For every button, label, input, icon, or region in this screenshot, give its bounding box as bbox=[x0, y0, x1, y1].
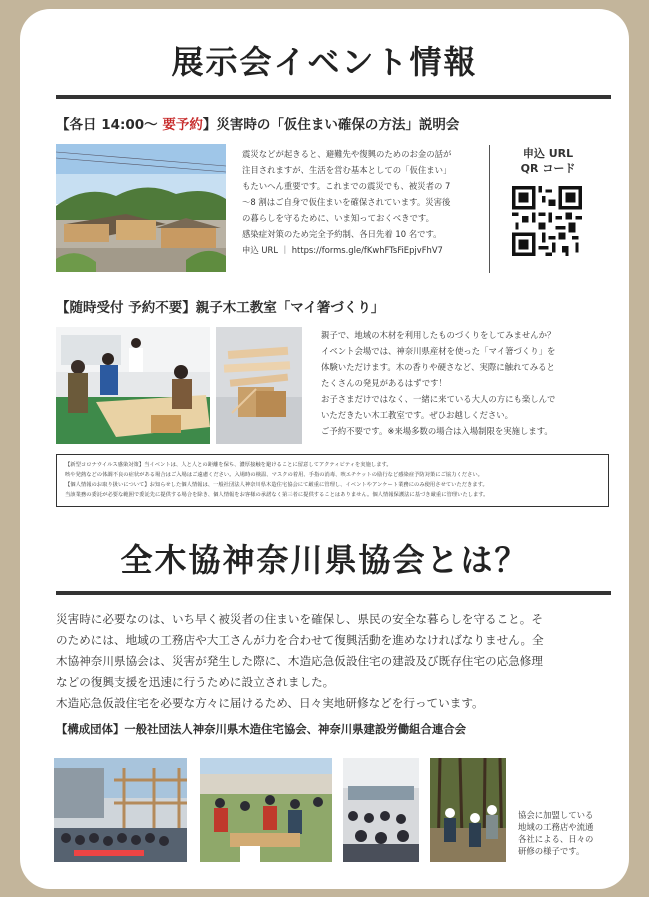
event1-reservation-required: 要予約 bbox=[162, 117, 203, 133]
event2-line: イベント会場では、神奈川県産材を使った「マイ箸づくり」を bbox=[321, 346, 556, 356]
about-line: 木協神奈川県協会は、災害が発生した際に、木造応急仮設住宅の建設及び既存住宅の応急修理 bbox=[56, 654, 543, 668]
event2-line: 体験いただけます。木の香りや硬さなど、実際に触れてみると bbox=[321, 362, 555, 372]
notice-line: 咳や発熱などの体調不良の症状がある場合はご入場はご遠慮ください。入場時の検温、マスクの着用、手指の消毒、咳エチケットの励行など感染症予防対策にご協力ください。 bbox=[65, 472, 483, 478]
notice-line: 【新型コロナウイルス感染対策】当イベントは、人と人との距離を保ち、濃厚接触を避けることに留意してアクティビティを実施します。 bbox=[65, 462, 392, 468]
temporary-housing-photo bbox=[56, 144, 226, 272]
about-title: 全木協神奈川県協会とは？ bbox=[120, 541, 529, 579]
event1-heading-prefix: 【各日 14:00〜 bbox=[56, 117, 163, 133]
training-photo-1 bbox=[54, 758, 187, 862]
caption-line: 各社による、日々の bbox=[518, 834, 594, 844]
caption-line: 協会に加盟している bbox=[518, 810, 594, 820]
about-line: などの復興支援を迅速に行うために設立されました。 bbox=[56, 675, 335, 689]
qr-label-url: 申込 URL bbox=[522, 147, 574, 160]
event2-line: お子さまだけではなく、一緒に来ている大人の方にも楽しんで bbox=[321, 394, 556, 404]
about-line: 災害時に必要なのは、いち早く被災者の住まいを確保し、県民の安全な暮らしを守ること。そ bbox=[56, 612, 543, 626]
member-organizations: 【構成団体】一般社団法人神奈川県木造住宅協会、神奈川県建設労働組合連合会 bbox=[56, 722, 467, 736]
page-title: 展示会イベント情報 bbox=[171, 43, 478, 81]
photo-caption bbox=[518, 809, 593, 857]
qr-code-icon[interactable] bbox=[512, 186, 582, 256]
event1-heading bbox=[56, 113, 459, 133]
qr-section bbox=[488, 146, 608, 176]
notice-line: 当該業務の委託が必要な範囲で委託先に提供する場合を除き、個人情報をお客様の承諾なく第三者に提供することはありません。個人情報保護法に基づき厳重に管理いたします。 bbox=[65, 492, 489, 498]
event2-line: ご予約不要です。※来場多数の場合は入場制限を実施します。 bbox=[321, 426, 553, 436]
notice-box bbox=[56, 454, 609, 507]
about-line: 木造応急仮設住宅を必要な方々に届けるため、日々実地研修などを行っています。 bbox=[56, 696, 484, 710]
event1-line: 注目されますが、生活を営む基本としての「仮住まい」 bbox=[242, 165, 452, 175]
event1-line: 〜8 割はご自身で仮住まいを確保されています。災害後 bbox=[242, 197, 451, 207]
event1-line: 感染症対策のため完全予約制、各日先着 10 名です。 bbox=[242, 229, 442, 239]
event1-line: 震災などが起きると、避難先や復興のためのお金の話が bbox=[242, 149, 452, 159]
title-rule bbox=[56, 95, 611, 99]
about-rule bbox=[56, 591, 611, 595]
event2-description bbox=[321, 327, 555, 439]
woodworking-class-photo bbox=[56, 327, 210, 444]
event2-heading: 【随時受付 予約不要】親子木工教室「マイ箸づくり」 bbox=[56, 300, 385, 316]
event1-line: の暮らしを守るために、いま知っておくべきです。 bbox=[242, 213, 434, 223]
caption-line: 研修の様子です。 bbox=[518, 846, 585, 856]
event1-heading-suffix: 】災害時の「仮住まい確保の方法」説明会 bbox=[202, 117, 460, 133]
event2-line: たくさんの発見があるはずです！ bbox=[321, 378, 447, 388]
event1-description bbox=[242, 146, 451, 258]
event1-url[interactable]: 申込 URL ｜ https://forms.gle/fKwhFTsFiEpjvFhV7 bbox=[242, 245, 443, 255]
about-description bbox=[56, 609, 616, 714]
event2-line: いただきたい木工教室です。ぜひお越しください。 bbox=[321, 410, 513, 420]
caption-line: 地域の工務店や流通 bbox=[518, 822, 594, 832]
event2-line: 親子で、地域の木材を利用したものづくりをしてみませんか？ bbox=[321, 330, 556, 340]
qr-label-code: QR コード bbox=[520, 162, 576, 175]
about-line: のためには、地域の工務店や大工さんが力を合わせて復興活動を進めなければなりません。全 bbox=[56, 633, 544, 647]
flyer-card bbox=[20, 9, 629, 889]
notice-line: 【個人情報のお取り扱いについて】お知らせした個人情報は、一般社団法人神奈川県木造住宅協会にて厳重に管理し、イベントやアンケート業務にのみ使用させていただきます。 bbox=[65, 482, 488, 488]
event1-line: もたいへん重要です。これまでの震災でも、被災者の 7 bbox=[242, 181, 451, 191]
chopsticks-photo bbox=[216, 327, 302, 444]
training-photo-3 bbox=[343, 758, 419, 862]
training-photo-4 bbox=[430, 758, 506, 862]
training-photo-2 bbox=[200, 758, 332, 862]
